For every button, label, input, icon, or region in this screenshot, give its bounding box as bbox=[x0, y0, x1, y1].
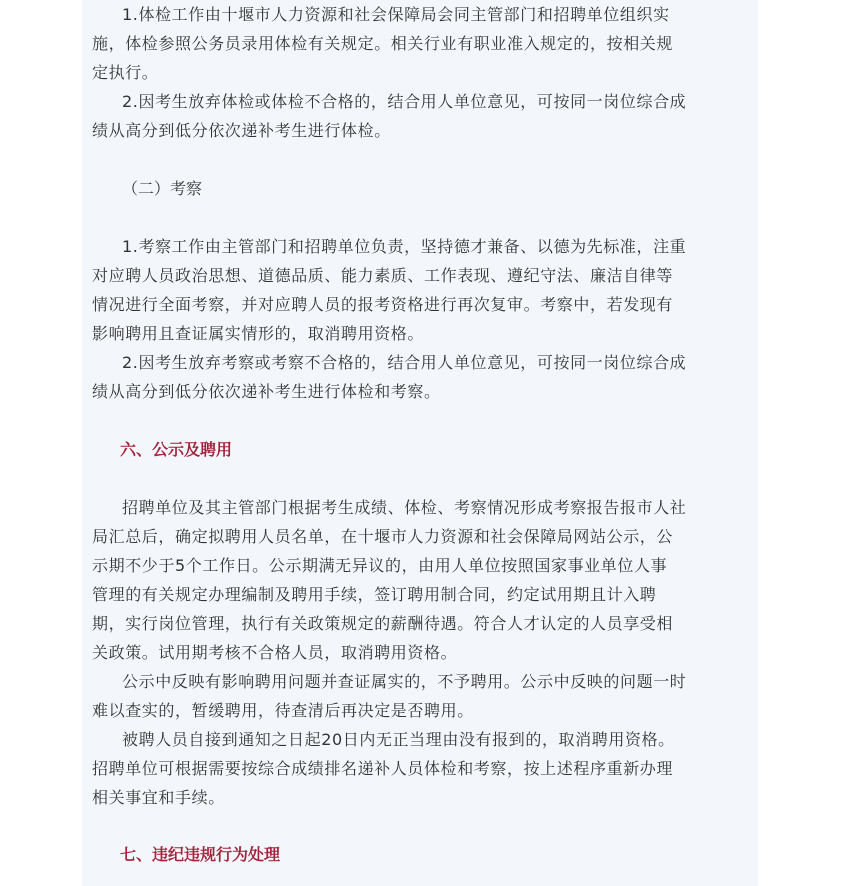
text-line: 期，实行岗位管理，执行有关政策规定的薪酬待遇。符合人才认定的人员享受相 bbox=[92, 614, 674, 633]
text-line: 招聘单位及其主管部门根据考生成绩、体检、考察情况形成考察报告报市人社 bbox=[122, 498, 687, 517]
text-line: 绩从高分到低分依次递补考生进行体检和考察。 bbox=[92, 382, 441, 401]
text-line: 示期不少于5个工作日。公示期满无异议的，由用人单位按照国家事业单位人事 bbox=[92, 556, 668, 575]
text-line: 1.体检工作由十堰市人力资源和社会保障局会同主管部门和招聘单位组织实 bbox=[122, 5, 670, 24]
article-body bbox=[82, 0, 758, 886]
text-line: 2.因考生放弃考察或考察不合格的，结合用人单位意见，可按同一岗位综合成 bbox=[122, 353, 687, 372]
section-heading-text: 六、公示及聘用 bbox=[120, 440, 233, 459]
text-line: 局汇总后，确定拟聘用人员名单，在十堰市人力资源和社会保障局网站公示，公 bbox=[92, 527, 674, 546]
paragraph-physical-exam-2 bbox=[92, 87, 752, 145]
text-line: 影响聘用且查证属实情形的，取消聘用资格。 bbox=[92, 324, 425, 343]
text-line: 公示中反映有影响聘用问题并查证属实的，不予聘用。公示中反映的问题一时 bbox=[122, 672, 687, 691]
text-line: 管理的有关规定办理编制及聘用手续，签订聘用制合同，约定试用期且计入聘 bbox=[92, 585, 657, 604]
paragraph-inspection-1 bbox=[92, 232, 752, 348]
section-heading-publicity bbox=[92, 435, 752, 464]
text-line: 招聘单位可根据需要按综合成绩排名递补人员体检和考察，按上述程序重新办理 bbox=[92, 759, 674, 778]
section-heading-text: 七、违纪违规行为处理 bbox=[120, 845, 281, 864]
section-heading-violations bbox=[92, 840, 752, 869]
text-line: 关政策。试用期考核不合格人员，取消聘用资格。 bbox=[92, 643, 458, 662]
text-line: 施，体检参照公务员录用体检有关规定。相关行业有职业准入规定的，按相关规 bbox=[92, 34, 674, 53]
text-line: 被聘人员自接到通知之日起20日内无正当理由没有报到的，取消聘用资格。 bbox=[122, 730, 675, 749]
text-line: 难以查实的，暂缓聘用，待查清后再决定是否聘用。 bbox=[92, 701, 474, 720]
text-line: 相关事宜和手续。 bbox=[92, 788, 225, 807]
text-line: 1.考察工作由主管部门和招聘单位负责，坚持德才兼备、以德为先标准，注重 bbox=[122, 237, 687, 256]
sub-heading-text: （二）考察 bbox=[122, 179, 203, 198]
sub-heading-inspection bbox=[92, 174, 752, 203]
paragraph-physical-exam-1 bbox=[92, 0, 752, 87]
text-line: 对应聘人员政治思想、道德品质、能力素质、工作表现、遵纪守法、廉洁自律等 bbox=[92, 266, 674, 285]
text-line: 情况进行全面考察，并对应聘人员的报考资格进行再次复审。考察中，若发现有 bbox=[92, 295, 674, 314]
paragraph-publicity-3 bbox=[92, 725, 752, 812]
paragraph-publicity-2 bbox=[92, 667, 752, 725]
text-line: 定执行。 bbox=[92, 63, 159, 82]
paragraph-publicity-1 bbox=[92, 493, 752, 667]
text-line: 绩从高分到低分依次递补考生进行体检。 bbox=[92, 121, 391, 140]
paragraph-inspection-2 bbox=[92, 348, 752, 406]
text-line: 2.因考生放弃体检或体检不合格的，结合用人单位意见，可按同一岗位综合成 bbox=[122, 92, 687, 111]
